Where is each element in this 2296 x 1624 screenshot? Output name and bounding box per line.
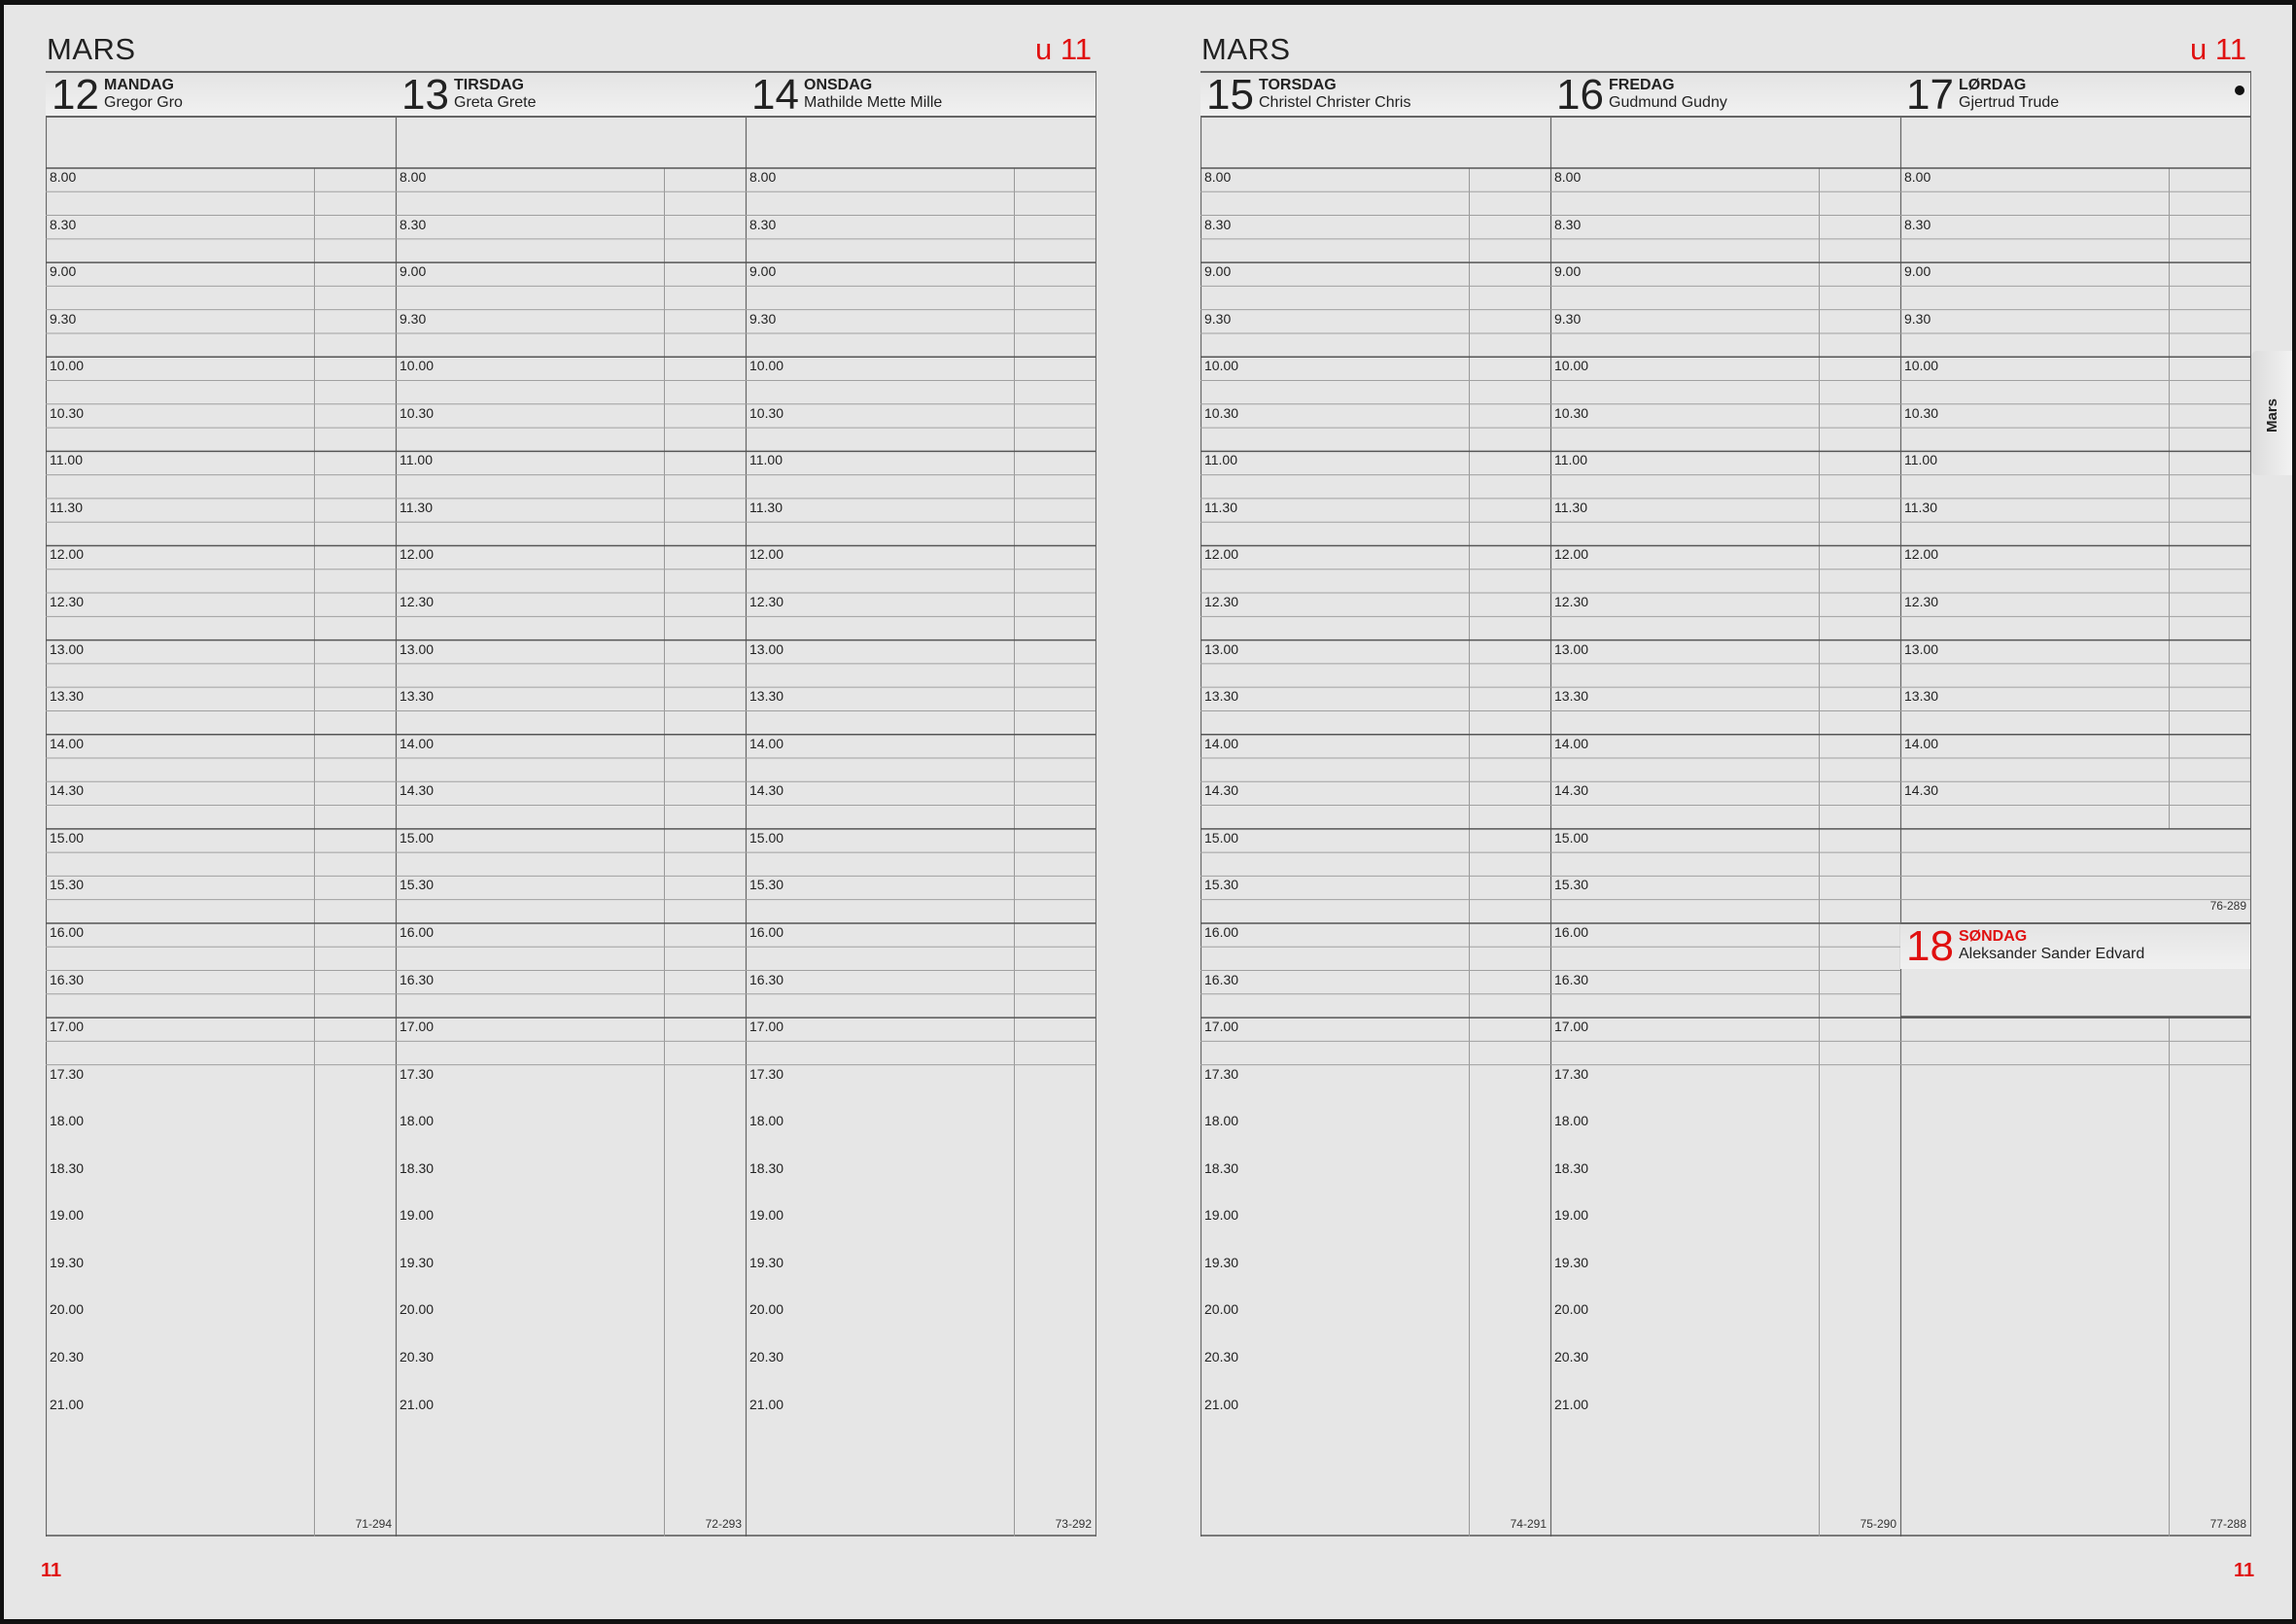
time-label: 8.30 xyxy=(749,216,777,232)
time-label: 8.30 xyxy=(1554,216,1582,232)
time-label: 18.30 xyxy=(749,1159,784,1176)
time-label: 16.00 xyxy=(400,923,435,940)
time-label: 16.30 xyxy=(50,971,85,987)
time-label: 8.00 xyxy=(749,169,777,185)
day-number: 13 xyxy=(401,71,449,119)
time-label: 12.00 xyxy=(1204,546,1239,563)
time-label: 18.30 xyxy=(400,1159,435,1176)
time-label: 17.30 xyxy=(50,1065,85,1082)
time-label: 8.00 xyxy=(50,169,77,185)
time-label: 9.00 xyxy=(400,263,427,280)
day-number: 18 xyxy=(1906,922,1954,970)
day-column xyxy=(46,71,396,1537)
time-label: 20.00 xyxy=(50,1301,85,1318)
day-name: LØRDAG xyxy=(1959,77,2027,93)
right-page-month: MARS xyxy=(1201,32,1291,66)
time-label: 14.00 xyxy=(749,735,784,751)
name-day-names: Gregor Gro xyxy=(104,94,183,111)
day-number: 17 xyxy=(1906,71,1954,119)
time-label: 9.30 xyxy=(400,310,427,327)
time-label: 12.00 xyxy=(1554,546,1589,563)
planner-spread xyxy=(4,5,2292,1619)
time-label: 12.30 xyxy=(1204,594,1239,610)
time-label: 10.30 xyxy=(749,404,784,421)
time-label: 20.30 xyxy=(1554,1349,1589,1365)
time-label: 20.30 xyxy=(1204,1349,1239,1365)
time-label: 16.30 xyxy=(749,971,784,987)
time-label: 17.00 xyxy=(1204,1019,1239,1035)
time-label: 12.00 xyxy=(1904,546,1939,563)
name-day-names: Gudmund Gudny xyxy=(1609,94,1727,111)
day-grid[interactable] xyxy=(46,71,397,1537)
time-label: 17.00 xyxy=(400,1019,435,1035)
day-code: 75-290 xyxy=(1860,1517,1896,1531)
time-label: 18.30 xyxy=(1204,1159,1239,1176)
day-header xyxy=(1550,71,1900,118)
time-label: 20.30 xyxy=(400,1349,435,1365)
day-header xyxy=(396,71,746,118)
time-label: 20.00 xyxy=(400,1301,435,1318)
day-code: 77-288 xyxy=(2209,1517,2246,1531)
day-number: 14 xyxy=(751,71,799,119)
marker-dot-icon xyxy=(2235,86,2244,95)
time-label: 18.30 xyxy=(50,1159,85,1176)
time-label: 17.30 xyxy=(1204,1065,1239,1082)
time-label: 14.30 xyxy=(50,782,85,799)
time-label: 19.00 xyxy=(400,1207,435,1224)
time-label: 11.30 xyxy=(50,499,83,515)
day-code: 76-289 xyxy=(2209,899,2246,913)
day-header xyxy=(46,71,396,118)
time-label: 13.00 xyxy=(1204,640,1239,657)
day-code: 71-294 xyxy=(355,1517,392,1531)
time-label: 19.30 xyxy=(1204,1254,1239,1270)
time-label: 16.00 xyxy=(1204,923,1239,940)
time-label: 17.00 xyxy=(1554,1019,1589,1035)
time-label: 12.00 xyxy=(749,546,784,563)
time-label: 11.30 xyxy=(1554,499,1587,515)
time-label: 19.00 xyxy=(749,1207,784,1224)
time-label: 8.00 xyxy=(1554,169,1582,185)
time-label: 15.00 xyxy=(50,829,85,846)
time-label: 9.30 xyxy=(749,310,777,327)
day-name: MANDAG xyxy=(104,77,174,93)
left-page-number: 11 xyxy=(41,1560,62,1581)
time-label: 19.00 xyxy=(1204,1207,1239,1224)
time-label: 11.00 xyxy=(1554,452,1587,468)
time-label: 14.30 xyxy=(400,782,435,799)
time-label: 11.30 xyxy=(1204,499,1237,515)
time-label: 19.00 xyxy=(50,1207,85,1224)
time-label: 14.00 xyxy=(50,735,85,751)
day-code: 72-293 xyxy=(705,1517,742,1531)
name-day-names: Greta Grete xyxy=(454,94,537,111)
time-label: 10.00 xyxy=(1204,358,1239,374)
day-code: 73-292 xyxy=(1055,1517,1092,1531)
time-label: 12.30 xyxy=(749,594,784,610)
time-label: 14.00 xyxy=(1204,735,1239,751)
time-label: 17.00 xyxy=(749,1019,784,1035)
time-label: 20.00 xyxy=(1554,1301,1589,1318)
time-label: 9.30 xyxy=(1554,310,1582,327)
time-label: 18.00 xyxy=(749,1113,784,1129)
time-label: 16.00 xyxy=(50,923,85,940)
day-grid[interactable] xyxy=(396,71,747,1537)
time-label: 10.00 xyxy=(400,358,435,374)
time-label: 9.00 xyxy=(1904,263,1931,280)
time-label: 8.00 xyxy=(1204,169,1232,185)
time-label: 16.30 xyxy=(1554,971,1589,987)
time-label: 10.00 xyxy=(1904,358,1939,374)
time-label: 14.30 xyxy=(1204,782,1239,799)
time-label: 13.00 xyxy=(1554,640,1589,657)
time-label: 10.30 xyxy=(400,404,435,421)
time-label: 15.30 xyxy=(50,877,85,893)
time-label: 10.00 xyxy=(1554,358,1589,374)
time-label: 9.00 xyxy=(50,263,77,280)
day-name: TORSDAG xyxy=(1259,77,1337,93)
time-label: 11.30 xyxy=(749,499,783,515)
time-label: 19.30 xyxy=(1554,1254,1589,1270)
time-label: 11.00 xyxy=(1204,452,1237,468)
time-label: 13.30 xyxy=(50,688,85,705)
day-grid[interactable] xyxy=(1900,71,2251,1537)
time-label: 8.00 xyxy=(1904,169,1931,185)
month-side-tab[interactable] xyxy=(2251,351,2292,475)
left-page-week: u 11 xyxy=(1035,32,1093,66)
time-label: 19.30 xyxy=(749,1254,784,1270)
time-label: 13.00 xyxy=(400,640,435,657)
time-label: 13.30 xyxy=(1554,688,1589,705)
time-label: 10.00 xyxy=(50,358,85,374)
time-label: 11.00 xyxy=(400,452,433,468)
time-label: 19.30 xyxy=(400,1254,435,1270)
time-label: 16.30 xyxy=(1204,971,1239,987)
day-column xyxy=(396,71,746,1537)
time-label: 13.30 xyxy=(1204,688,1239,705)
day-grid[interactable] xyxy=(746,71,1096,1537)
time-label: 13.30 xyxy=(400,688,435,705)
time-label: 20.00 xyxy=(1204,1301,1239,1318)
day-column xyxy=(1550,71,1900,1537)
time-label: 17.30 xyxy=(1554,1065,1589,1082)
time-label: 18.00 xyxy=(1554,1113,1589,1129)
time-label: 9.30 xyxy=(50,310,77,327)
time-label: 13.30 xyxy=(749,688,784,705)
name-day-names: Christel Christer Chris xyxy=(1259,94,1411,111)
time-label: 8.30 xyxy=(50,216,77,232)
day-name: SØNDAG xyxy=(1959,928,2028,945)
time-label: 9.00 xyxy=(749,263,777,280)
day-number: 16 xyxy=(1556,71,1604,119)
time-label: 11.30 xyxy=(400,499,433,515)
time-label: 9.00 xyxy=(1204,263,1232,280)
time-label: 12.30 xyxy=(1904,594,1939,610)
time-label: 20.30 xyxy=(50,1349,85,1365)
time-label: 18.00 xyxy=(50,1113,85,1129)
time-label: 10.30 xyxy=(1904,404,1939,421)
time-label: 17.30 xyxy=(749,1065,784,1082)
time-label: 15.30 xyxy=(400,877,435,893)
time-label: 21.00 xyxy=(50,1396,85,1412)
time-label: 14.00 xyxy=(400,735,435,751)
name-day-names: Mathilde Mette Mille xyxy=(804,94,943,111)
time-label: 9.30 xyxy=(1904,310,1931,327)
time-label: 21.00 xyxy=(1554,1396,1589,1412)
day-grid[interactable] xyxy=(1200,71,1551,1537)
time-label: 20.00 xyxy=(749,1301,784,1318)
time-label: 14.30 xyxy=(749,782,784,799)
day-grid[interactable] xyxy=(1550,71,1901,1537)
time-label: 16.00 xyxy=(749,923,784,940)
day-name: ONSDAG xyxy=(804,77,873,93)
time-label: 13.00 xyxy=(1904,640,1939,657)
time-label: 8.30 xyxy=(400,216,427,232)
time-label: 10.00 xyxy=(749,358,784,374)
day-column xyxy=(1200,71,1550,1537)
time-label: 14.30 xyxy=(1904,782,1939,799)
time-label: 18.00 xyxy=(1204,1113,1239,1129)
time-label: 14.00 xyxy=(1904,735,1939,751)
time-label: 12.30 xyxy=(50,594,85,610)
time-label: 17.30 xyxy=(400,1065,435,1082)
time-label: 9.30 xyxy=(1204,310,1232,327)
time-label: 10.30 xyxy=(1204,404,1239,421)
time-label: 12.30 xyxy=(1554,594,1589,610)
day-header xyxy=(1900,71,2250,118)
time-label: 8.30 xyxy=(1904,216,1931,232)
time-label: 15.30 xyxy=(1554,877,1589,893)
time-label: 19.30 xyxy=(50,1254,85,1270)
time-label: 14.00 xyxy=(1554,735,1589,751)
time-label: 14.30 xyxy=(1554,782,1589,799)
time-label: 15.00 xyxy=(400,829,435,846)
day-header xyxy=(746,71,1096,118)
time-label: 11.00 xyxy=(1904,452,1937,468)
time-label: 15.30 xyxy=(1204,877,1239,893)
day-column xyxy=(1900,71,2250,1537)
time-label: 18.30 xyxy=(1554,1159,1589,1176)
time-label: 15.00 xyxy=(1554,829,1589,846)
day-column xyxy=(746,71,1096,1537)
time-label: 16.00 xyxy=(1554,923,1589,940)
time-label: 12.00 xyxy=(50,546,85,563)
right-page-number: 11 xyxy=(2234,1560,2255,1581)
day-number: 15 xyxy=(1206,71,1254,119)
time-label: 21.00 xyxy=(400,1396,435,1412)
time-label: 10.30 xyxy=(50,404,85,421)
time-label: 19.00 xyxy=(1554,1207,1589,1224)
time-label: 11.00 xyxy=(749,452,783,468)
time-label: 9.00 xyxy=(1554,263,1582,280)
time-label: 10.30 xyxy=(1554,404,1589,421)
time-label: 13.00 xyxy=(749,640,784,657)
day-code: 74-291 xyxy=(1510,1517,1547,1531)
time-label: 15.30 xyxy=(749,877,784,893)
time-label: 8.00 xyxy=(400,169,427,185)
time-label: 12.00 xyxy=(400,546,435,563)
month-side-tab-label: Mars xyxy=(2264,397,2280,432)
day-name: FREDAG xyxy=(1609,77,1675,93)
time-label: 13.00 xyxy=(50,640,85,657)
time-label: 8.30 xyxy=(1204,216,1232,232)
time-label: 18.00 xyxy=(400,1113,435,1129)
day-name: TIRSDAG xyxy=(454,77,524,93)
time-label: 21.00 xyxy=(749,1396,784,1412)
time-label: 17.00 xyxy=(50,1019,85,1035)
time-label: 15.00 xyxy=(749,829,784,846)
day-number: 12 xyxy=(52,71,99,119)
sunday-header xyxy=(1900,922,2250,969)
time-label: 16.30 xyxy=(400,971,435,987)
time-label: 11.00 xyxy=(50,452,83,468)
name-day-names: Aleksander Sander Edvard xyxy=(1959,946,2145,962)
time-label: 12.30 xyxy=(400,594,435,610)
time-label: 21.00 xyxy=(1204,1396,1239,1412)
time-label: 20.30 xyxy=(749,1349,784,1365)
time-label: 11.30 xyxy=(1904,499,1937,515)
right-page-week: u 11 xyxy=(2190,32,2247,66)
name-day-names: Gjertrud Trude xyxy=(1959,94,2060,111)
day-header xyxy=(1200,71,1550,118)
left-page-month: MARS xyxy=(47,32,136,66)
time-label: 13.30 xyxy=(1904,688,1939,705)
time-label: 15.00 xyxy=(1204,829,1239,846)
